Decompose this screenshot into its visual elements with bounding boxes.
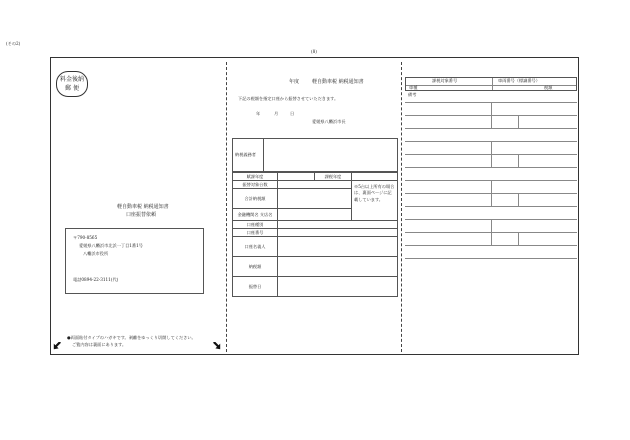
tax-amount-value <box>278 257 398 277</box>
corner-label: (その2) <box>6 41 21 46</box>
assessment-year-value <box>278 173 315 181</box>
row-label-total-tax: 合計納税額 <box>233 189 278 209</box>
address-line1: 愛媛県八幡浜市北浜一丁目1番1号 <box>79 243 143 248</box>
address-line2: 八幡浜市役所 <box>83 251 109 256</box>
account-type-value <box>278 221 398 229</box>
page-number-label: (8) <box>311 49 317 54</box>
row-label-assessment-year: 賦課年度 <box>233 173 278 181</box>
header-vehicle-number: 車両番号（標識番号） <box>498 78 540 83</box>
row-label-vehicle-count: 振替対象台数 <box>233 181 278 189</box>
row-label-tax-year: 課税年度 <box>315 173 352 181</box>
row-label-tax-amount: 納税額 <box>233 257 278 277</box>
form-title-year: 年度 <box>289 79 300 85</box>
total-tax-value <box>278 189 352 209</box>
postcard-doc-title: 軽自動車税 納税通知書 <box>117 204 169 210</box>
bottom-note-line1: ●両面貼付タイプのハガキです。剥離をゆっくり切開してください。 <box>67 335 196 340</box>
stamp-line2: 郵 便 <box>65 85 79 92</box>
account-number-value <box>278 229 398 237</box>
side-note: ※5台以上所有の場合は、裏面ページに記載しています。 <box>352 181 398 221</box>
row-label-account-type: 口座種別 <box>233 221 278 229</box>
bank-branch-value <box>278 209 352 221</box>
issuer: 愛媛県八幡浜市長 <box>312 119 346 124</box>
stamp-line1: 料金後納 <box>59 76 84 83</box>
header-vehicle-type: 車種 <box>409 85 418 90</box>
header-tax-object-number: 課税対象番号 <box>432 78 458 83</box>
vehicle-header-box <box>405 77 577 91</box>
taxpayer-value <box>264 139 398 172</box>
remarks-label: 備考 <box>408 92 417 97</box>
postcard-doc-subtitle: 口座振替依頼 <box>126 212 157 218</box>
return-address-box <box>65 228 204 294</box>
postal-code: 〒790-8565 <box>73 235 98 240</box>
account-holder-value <box>278 237 398 257</box>
date-day: 日 <box>290 111 295 116</box>
perforation-left <box>226 62 227 352</box>
peel-arrow-left-icon <box>53 342 61 350</box>
row-label-account-holder: 口座名義人 <box>233 237 278 257</box>
perforation-right <box>401 62 402 352</box>
bottom-note-line2: ご覧内容は裏面にあります。 <box>72 342 127 347</box>
form-title: 軽自動車税 納税通知書 <box>312 79 364 85</box>
taxpayer-label: 納税義務者 <box>233 139 264 172</box>
row-label-account-number: 口座番号 <box>233 229 278 237</box>
row-label-transfer-date: 振替日 <box>233 277 278 297</box>
intro-text: 下記の税額を指定口座から振替させていただきます。 <box>238 96 339 101</box>
vehicle-count-value <box>278 181 352 189</box>
postage-stamp-mark <box>56 71 88 97</box>
phone-number: 電話0894-22-3111(代) <box>73 277 119 282</box>
row-label-bank-branch: 金融機関名 支店名 <box>233 209 278 221</box>
header-tax-amount: 税額 <box>544 85 553 90</box>
tax-year-value <box>352 173 398 181</box>
transfer-date-value <box>278 277 398 297</box>
date-month: 月 <box>274 111 279 116</box>
taxpayer-box <box>232 138 398 172</box>
date-year: 年 <box>256 111 261 116</box>
peel-arrow-right-icon <box>213 342 221 350</box>
tax-detail-table <box>232 172 398 297</box>
